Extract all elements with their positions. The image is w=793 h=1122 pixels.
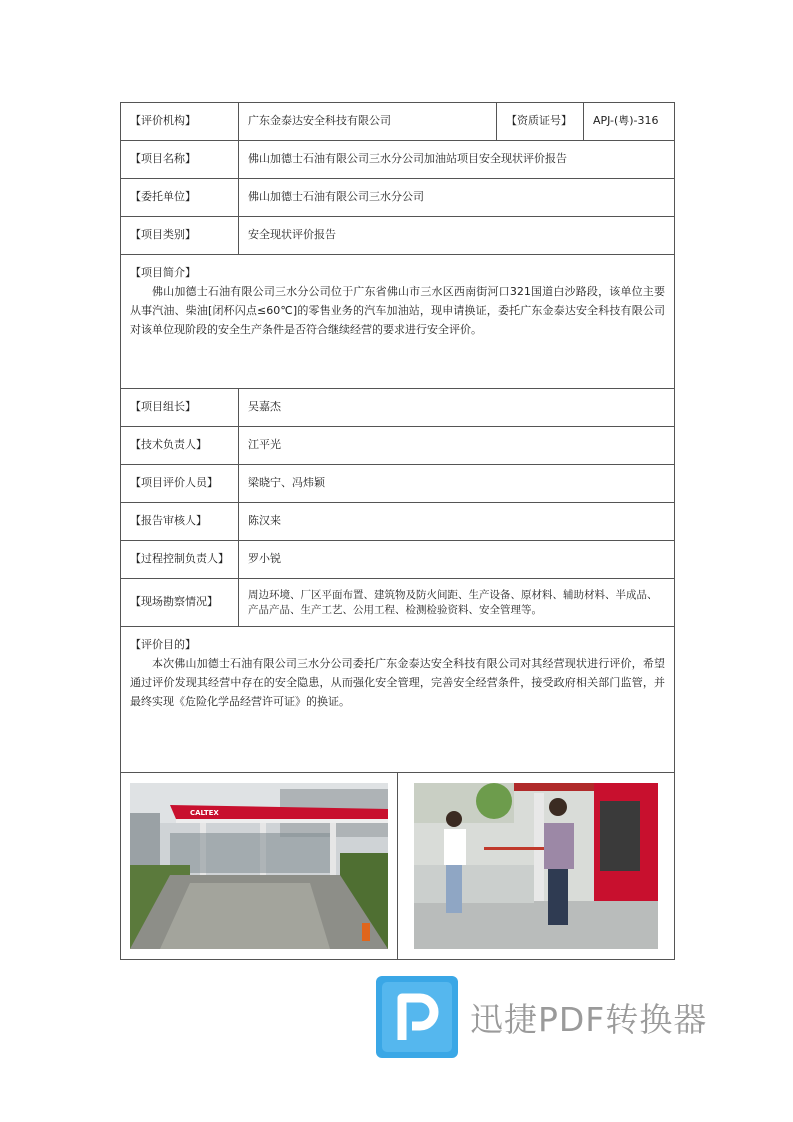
row-site-survey [121,579,674,627]
label-evaluators: 【项目评价人员】 [121,465,239,502]
value-project-name: 佛山加德士石油有限公司三水分公司加油站项目安全现状评价报告 [248,152,567,166]
row-technical-lead [121,427,674,465]
project-intro-block [121,255,674,388]
value-project-category: 安全现状评价报告 [248,228,336,242]
label-project-category: 【项目类别】 [121,217,239,254]
value-site-survey: 周边环境、厂区平面布置、建筑物及防火间距、生产设备、原材料、辅助材料、半成品、产品产品、生产工艺、公用工程、检测检验资料、安全管理等。 [248,589,658,616]
row-evaluators [121,465,674,503]
value-qualification-no: APJ-(粤)-316 [593,114,659,128]
watermark-text: 迅捷PDF转换器 [470,999,708,1039]
project-intro-title: 【项目简介】 [130,266,196,279]
value-evaluators: 梁晓宁、冯炜颖 [248,476,325,490]
value-evaluation-agency: 广东金泰达安全科技有限公司 [239,103,497,140]
row-team-leader [121,389,674,427]
pdf-converter-logo-icon [376,976,458,1058]
value-client: 佛山加德士石油有限公司三水分公司 [248,190,424,204]
label-technical-lead: 【技术负责人】 [121,427,239,464]
canopy-brand-text: CALTEX [190,809,219,817]
evaluation-purpose-text: 本次佛山加德士石油有限公司三水分公司委托广东金泰达安全科技有限公司对其经营现状进行评价，希望通过评价发现其经营中存在的安全隐患，从而强化安全管理，完善安全经营条件，接受政府相关部门监管，并最终实现《危险化学品经营许可证》的换证。 [130,657,665,708]
value-technical-lead: 江平光 [248,438,281,452]
row-process-control [121,541,674,579]
label-team-leader: 【项目组长】 [121,389,239,426]
label-qualification-no: 【资质证号】 [497,103,584,140]
label-client: 【委托单位】 [121,179,239,216]
evaluation-purpose-title: 【评价目的】 [130,638,196,651]
evaluation-info-table [120,102,675,960]
photo-cell-staff [398,773,674,959]
row-report-reviewer [121,503,674,541]
row-project-intro [121,255,674,389]
value-team-leader: 吴嘉杰 [248,400,281,414]
site-survey-staff-photo [414,783,658,949]
row-site-photos [121,773,674,959]
row-evaluation-agency [121,103,674,141]
row-client [121,179,674,217]
converter-watermark [376,976,736,1058]
label-report-reviewer: 【报告审核人】 [121,503,239,540]
photo-cell-station [121,773,398,959]
row-project-name [121,141,674,179]
row-project-category [121,217,674,255]
value-report-reviewer: 陈汉来 [248,514,281,528]
gas-station-photo [130,783,388,949]
value-process-control: 罗小锐 [248,552,281,566]
evaluation-purpose-block [121,627,674,772]
row-evaluation-purpose [121,627,674,773]
label-site-survey: 【现场勘察情况】 [121,579,239,626]
label-process-control: 【过程控制负责人】 [121,541,239,578]
label-evaluation-agency: 【评价机构】 [121,103,239,140]
project-intro-text: 佛山加德士石油有限公司三水分公司位于广东省佛山市三水区西南街河口321国道白沙路段，该单位主要从事汽油、柴油[闭杯闪点≤60℃]的零售业务的汽车加油站，现申请换证，委托广东金泰达安全科技有限公司对该单位现阶段的安全生产条件是否符合继续经营的要求进行安全评价。 [130,285,665,336]
label-project-name: 【项目名称】 [121,141,239,178]
